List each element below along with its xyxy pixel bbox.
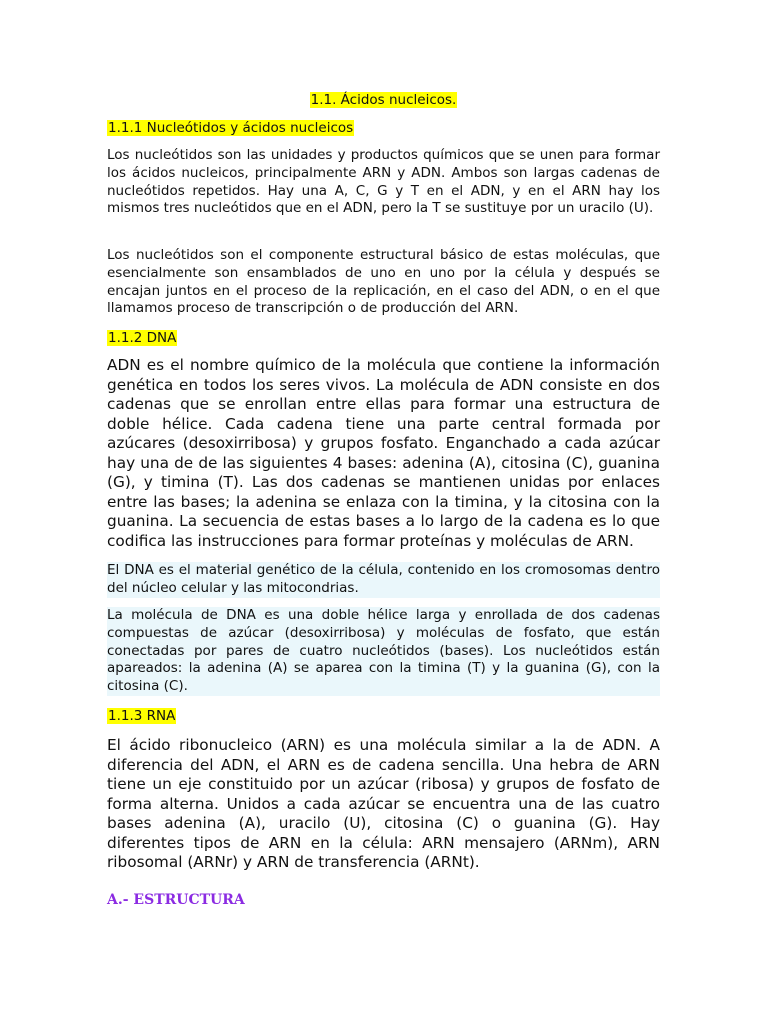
title-text: 1.1. Ácidos nucleicos. (310, 92, 457, 108)
paragraph-nucleotidos-2: Los nucleótidos son el componente estructural básico de estas moléculas, que esencialmente son ensamblados de uno en uno por la célula y después se encajan juntos en el proceso de la replicación, en el caso del ADN, o en el que llamamos proceso de transcripción o de producción del ARN. (107, 247, 660, 317)
paragraph-adn: ADN es el nombre químico de la molécula que contiene la información genética en todos los seres vivos. La molécula de ADN consiste en dos cadenas que se enrollan entre ellas para formar una estructura de doble hélice. Cada cadena tiene una parte central formada por azúcares (desoxirribosa) y grupos fosfato. Enganchado a cada azúcar hay una de de las siguientes 4 bases: adenina (A), citosina (C), guanina (G), y timina (T). Las dos cadenas se mantienen unidas por enlaces entre las bases; la adenina se enlaza con la timina, y la citosina con la guanina. La secuencia de estas bases a lo largo de la cadena es lo que codifica las instrucciones para formar proteínas y moléculas de ARN. (107, 356, 660, 550)
heading-rna-text: 1.1.3 RNA (108, 708, 176, 724)
heading-dna (107, 329, 177, 347)
section-estructura: A.- ESTRUCTURA (107, 892, 245, 908)
heading-dna-text: 1.1.2 DNA (108, 330, 177, 346)
heading-rna (107, 707, 176, 725)
heading-nucleotidos-text: 1.1.1 Nucleótidos y ácidos nucleicos (108, 120, 354, 136)
document-title (107, 91, 660, 109)
paragraph-nucleotidos-1: Los nucleótidos son las unidades y productos químicos que se unen para formar los ácidos nucleicos, principalmente ARN y ADN. Ambos son largas cadenas de nucleótidos repetidos. Hay una A, C, G y T en el ADN, y en el ARN hay los mismos tres nucleótidos que en el ADN, pero la T se sustituye por un uracilo (U). (107, 147, 660, 217)
heading-nucleotidos (107, 119, 354, 137)
paragraph-dna-molecula: La molécula de DNA es una doble hélice larga y enrollada de dos cadenas compuestas de azúcar (desoxirribosa) y moléculas de fosfato, que están conectadas por pares de cuatro nucleótidos (bases). Los nucleótidos están apareados: la adenina (A) se aparea con la timina (T) y la guanina (G), con la citosina (C). (107, 607, 660, 695)
paragraph-dna-material: El DNA es el material genético de la célula, contenido en los cromosomas dentro del núcleo celular y las mitocondrias. (107, 562, 660, 596)
paragraph-arn: El ácido ribonucleico (ARN) es una molécula similar a la de ADN. A diferencia del ADN, el ARN es de cadena sencilla. Una hebra de ARN tiene un eje constituido por un azúcar (ribosa) y grupos de fosfato de forma alterna. Unidos a cada azúcar se encuentra una de las cuatro bases adenina (A), uracilo (U), citosina (C) o guanina (G). Hay diferentes tipos de ARN en la célula: ARN mensajero (ARNm), ARN ribosomal (ARNr) y ARN de transferencia (ARNt). (107, 736, 660, 871)
